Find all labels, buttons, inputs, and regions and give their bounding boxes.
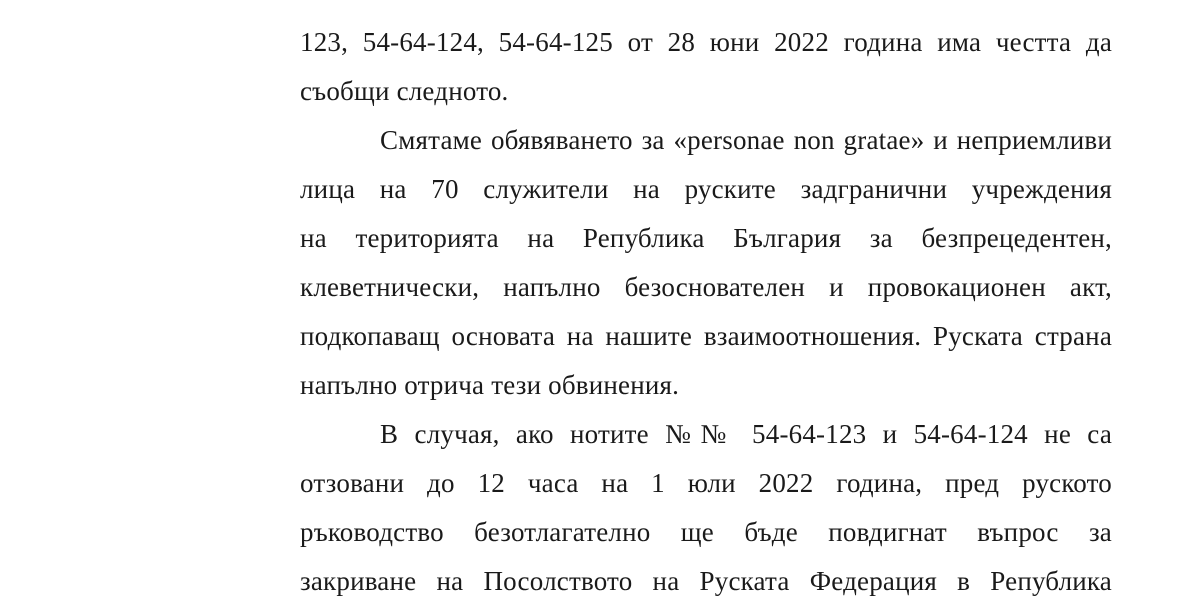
text-line: закриване на Посолството на Руската Федерация в Република (300, 566, 1112, 596)
paragraph-first-line: В случая, ако нотите №№ 54-64-123 и 54-64-124 не са (380, 419, 1112, 449)
text-line: ръководство безотлагателно ще бъде повдигнат въпрос за (300, 517, 1112, 547)
text-line: 123, 54-64-124, 54-64-125 от 28 юни 2022 година има честта да (300, 27, 1112, 57)
text-line: лица на 70 служители на руските задгранични учреждения (300, 174, 1112, 204)
paragraph-first-line: Смятаме обявяването за «personae non gratae» и неприемливи (380, 125, 1112, 155)
text-line: съобщи следното. (300, 76, 509, 106)
text-line: отзовани до 12 часа на 1 юли 2022 година, пред руското (300, 468, 1112, 498)
text-line: подкопаващ основата на нашите взаимоотношения. Руската страна (300, 321, 1112, 351)
text-line: клеветнически, напълно безоснователен и провокационен акт, (300, 272, 1112, 302)
text-line: на територията на Република България за безпрецедентен, (300, 223, 1112, 253)
text-line: напълно отрича тези обвинения. (300, 370, 680, 400)
